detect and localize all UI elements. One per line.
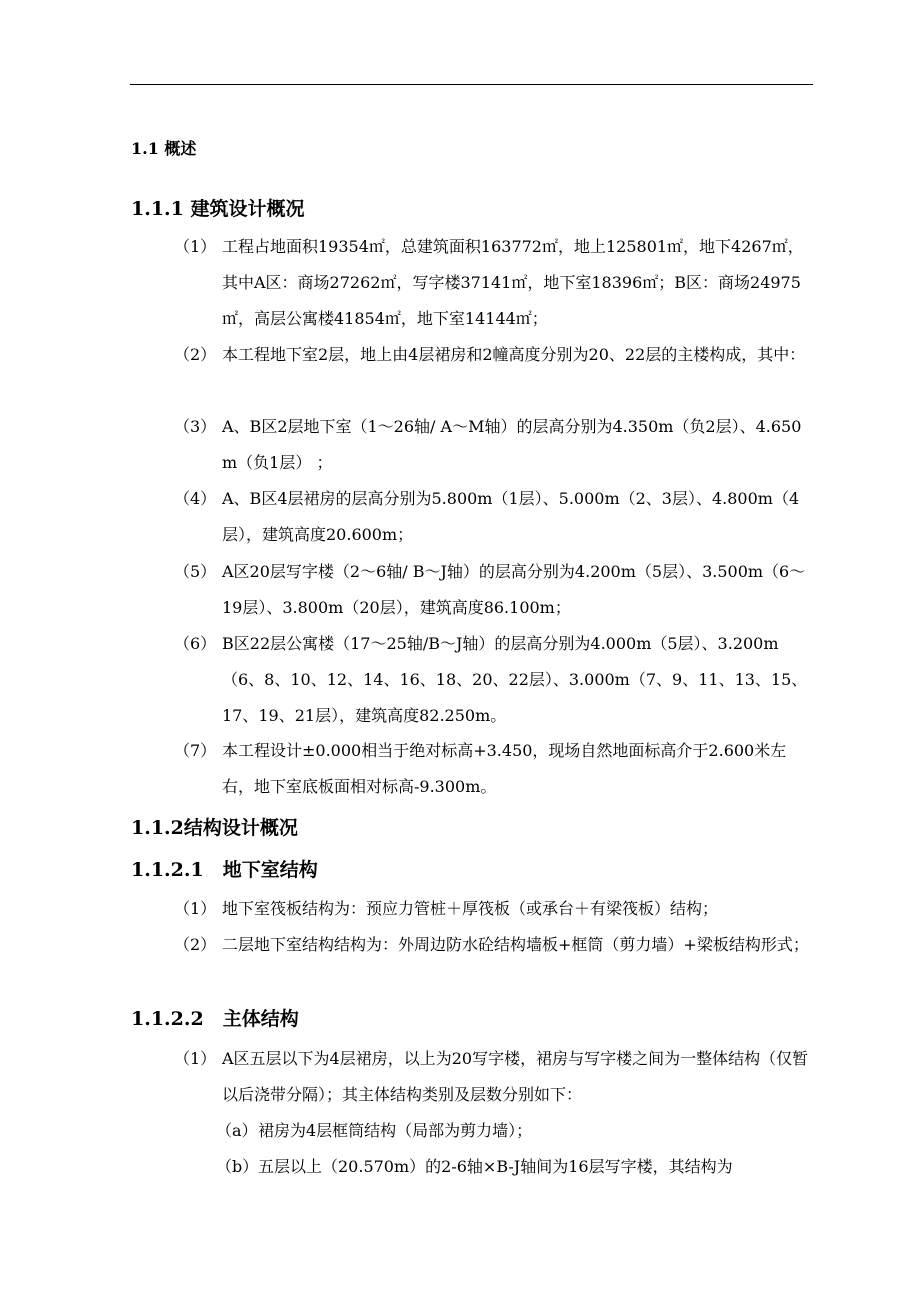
heading-basement-structure: 1.1.2.1 地下室结构: [131, 859, 318, 881]
item-text: A、B区4层裙房的层高分别为5.800m（1层）、5.000m（2、3层）、4.800m（4层），建筑高度20.600m；: [222, 489, 800, 544]
item-text: 工程占地面积19354㎡，总建筑面积163772㎡，地上125801㎡，地下4267㎡，其中A区：商场27262㎡，写字楼37141㎡，地下室18396㎡；B区：商场24975㎡，高层公寓楼41854㎡，地下室14144㎡；: [222, 237, 804, 328]
arch-item-1: [174, 229, 814, 337]
item-number: （2）: [174, 935, 217, 954]
item-text: B区22层公寓楼（17～25轴/B～J轴）的层高分别为4.000m（5层）、3.200m（6、8、10、12、14、16、18、20、22层）、3.000m（7、9、11、13、15、17、19、21层），建筑高度82.250m。: [222, 634, 808, 725]
item-text: 五层以上（20.570m）的2-6轴×B-J轴间为16层写字楼，其结构为: [258, 1157, 733, 1176]
item-number: （a）: [216, 1121, 258, 1140]
item-text: 二层地下室结构结构为：外周边防水砼结构墙板+框筒（剪力墙）+梁板结构形式；: [222, 935, 809, 954]
item-text: 裙房为4层框筒结构（局部为剪力墙）；: [258, 1121, 533, 1140]
item-number: （6）: [174, 634, 217, 653]
item-number: （1）: [174, 899, 217, 918]
item-number: （2）: [174, 345, 217, 364]
arch-item-6: [174, 626, 814, 734]
heading-main-structure: 1.1.2.2 主体结构: [131, 1008, 299, 1030]
arch-item-4: [174, 481, 814, 553]
basement-item-1: [174, 891, 814, 927]
item-number: （7）: [174, 741, 217, 760]
heading-structure-overview: 1.1.2结构设计概况: [131, 817, 298, 839]
arch-item-2: [174, 337, 814, 373]
item-text: A、B区2层地下室（1～26轴/ A～M轴）的层高分别为4.350m（负2层）、4.650m（负1层） ；: [222, 417, 802, 472]
arch-item-7: [174, 733, 814, 805]
item-number: （b）: [216, 1157, 259, 1176]
arch-item-3: [174, 409, 814, 481]
item-number: （1）: [174, 1049, 217, 1068]
item-text: 本工程设计±0.000相当于绝对标高+3.450，现场自然地面标高介于2.600米左右，地下室底板面相对标高-9.300m。: [222, 741, 787, 796]
arch-item-5: [174, 554, 814, 626]
header-rule: [130, 84, 813, 85]
main-struct-item-1: [174, 1041, 814, 1113]
section-heading-1-1: 1.1 概述: [131, 139, 197, 158]
item-text: A区五层以下为4层裙房，以上为20写字楼，裙房与写字楼之间为一整体结构（仅暂以后浇带分隔）；其主体结构类别及层数分别如下：: [222, 1049, 809, 1104]
item-number: （5）: [174, 562, 217, 581]
item-text: 地下室筏板结构为：预应力管桩＋厚筏板（或承台＋有梁筏板）结构；: [222, 899, 719, 918]
main-struct-sub-item-b: [216, 1149, 814, 1185]
main-struct-sub-item-a: [216, 1113, 814, 1149]
item-number: （1）: [174, 237, 217, 256]
item-number: （4）: [174, 489, 217, 508]
heading-architecture-overview: 1.1.1 建筑设计概况: [131, 198, 305, 220]
basement-item-2: [174, 927, 814, 963]
item-number: （3）: [174, 417, 217, 436]
item-text: 本工程地下室2层，地上由4层裙房和2幢高度分别为20、22层的主楼构成，其中：: [222, 345, 806, 364]
item-text: A区20层写字楼（2～6轴/ B～J轴）的层高分别为4.200m（5层）、3.500m（6～19层）、3.800m（20层），建筑高度86.100m；: [222, 562, 806, 617]
